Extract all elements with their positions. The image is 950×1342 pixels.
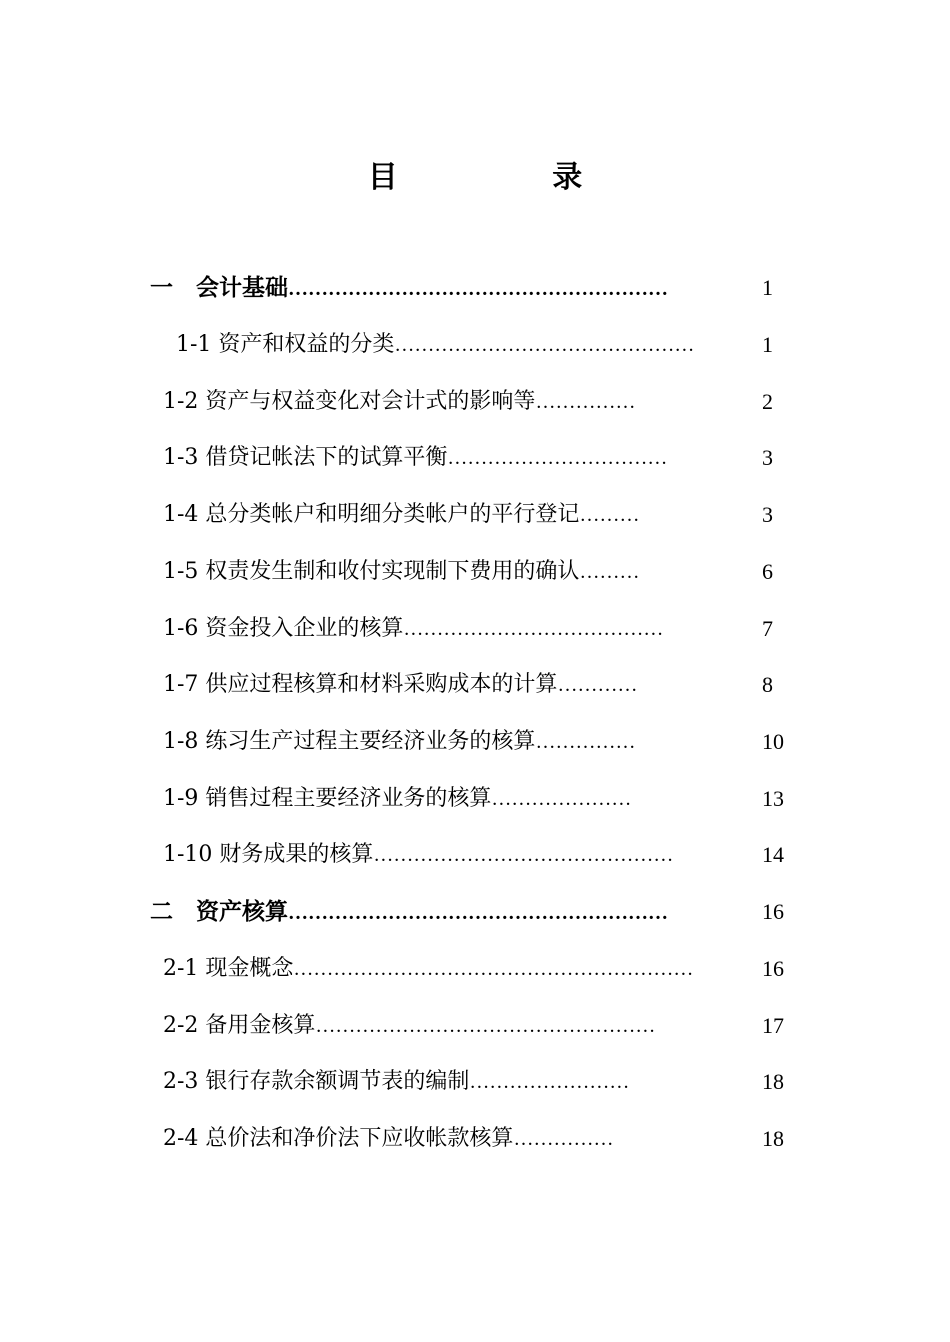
- toc-entry-label: 1-5 权责发生制和收付实现制下费用的确认………: [163, 559, 640, 584]
- toc-entry-page: 18: [762, 1126, 784, 1151]
- toc-entry[interactable]: [0, 1111, 950, 1167]
- toc-entry-label: 1-8 练习生产过程主要经济业务的核算……………: [163, 729, 636, 754]
- toc-entry[interactable]: [0, 601, 950, 657]
- toc-entry-label: 2-1 现金概念……………………………………………………: [163, 956, 694, 981]
- toc-entry-section-1[interactable]: [0, 260, 950, 316]
- table-of-contents: [0, 260, 950, 1180]
- toc-entry-label: 1-3 借贷记帐法下的试算平衡……………………………: [163, 445, 668, 470]
- toc-entry-label: 1-6 资金投入企业的核算…………………………………: [163, 616, 664, 641]
- toc-entry[interactable]: [0, 941, 950, 997]
- toc-entry[interactable]: [0, 657, 950, 713]
- toc-entry-page: 16: [762, 899, 784, 924]
- toc-entry-label: 2-4 总价法和净价法下应收帐款核算……………: [163, 1126, 614, 1151]
- toc-entry[interactable]: [0, 487, 950, 543]
- toc-entry-page: 8: [762, 672, 773, 697]
- toc-entry-page: 7: [762, 616, 773, 641]
- toc-entry-page: 3: [762, 445, 773, 470]
- page-title: 目 录: [367, 160, 655, 195]
- toc-entry[interactable]: [0, 374, 950, 430]
- toc-entry-label: 1-10 财务成果的核算………………………………………: [163, 842, 674, 867]
- toc-entry-page: 13: [762, 786, 784, 811]
- toc-entry-page: 3: [762, 502, 773, 527]
- toc-entry-label: 2-2 备用金核算……………………………………………: [163, 1013, 656, 1038]
- toc-entry-label: 二 资产核算…………………………………………………: [150, 898, 668, 925]
- toc-entry-page: 2: [762, 389, 773, 414]
- toc-entry[interactable]: [0, 998, 950, 1054]
- toc-entry-label: 1-2 资产与权益变化对会计式的影响等……………: [163, 389, 636, 414]
- toc-entry-page: 17: [762, 1013, 784, 1038]
- toc-entry-page: 1: [762, 332, 773, 357]
- toc-entry[interactable]: [0, 771, 950, 827]
- toc-entry[interactable]: [0, 544, 950, 600]
- toc-entry[interactable]: [0, 1054, 950, 1110]
- toc-entry-label: 一 会计基础…………………………………………………: [150, 274, 668, 301]
- toc-entry-page: 18: [762, 1069, 784, 1094]
- toc-entry-label: 1-9 销售过程主要经济业务的核算…………………: [163, 786, 632, 811]
- toc-entry[interactable]: [0, 317, 950, 373]
- toc-entry-page: 16: [762, 956, 784, 981]
- toc-entry[interactable]: [0, 714, 950, 770]
- toc-entry-label: 1-1 资产和权益的分类………………………………………: [176, 332, 695, 357]
- toc-entry-section-2[interactable]: [0, 884, 950, 940]
- toc-entry-label: 1-4 总分类帐户和明细分类帐户的平行登记………: [163, 502, 640, 527]
- toc-entry-label: 1-7 供应过程核算和材料采购成本的计算…………: [163, 672, 638, 697]
- toc-entry[interactable]: [0, 430, 950, 486]
- toc-entry-label: 2-3 银行存款余额调节表的编制……………………: [163, 1069, 630, 1094]
- toc-entry-page: 6: [762, 559, 773, 584]
- toc-entry[interactable]: [0, 827, 950, 883]
- toc-entry-page: 1: [762, 275, 773, 300]
- toc-entry-page: 10: [762, 729, 784, 754]
- toc-entry-page: 14: [762, 842, 784, 867]
